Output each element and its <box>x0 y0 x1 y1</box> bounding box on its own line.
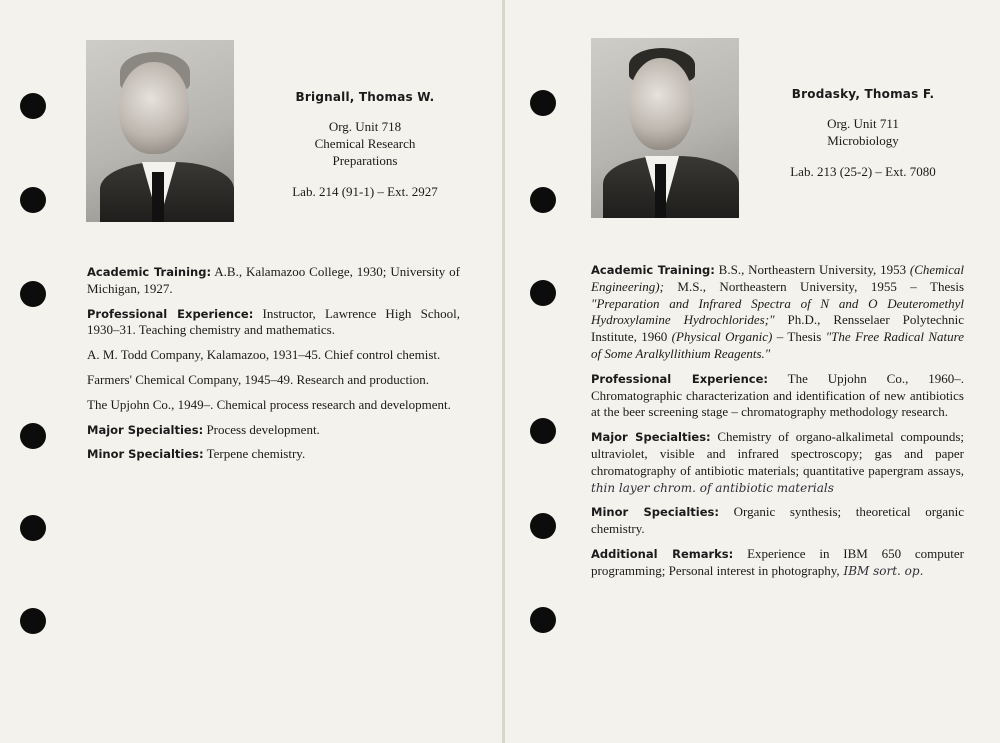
academic-training: Academic Training: B.S., Northeastern University, 1953 (Chemical Engineering); M.S., Northeastern University, 1955 – Thesis "Preparation and Infrared Spectra of N and O Deuteromethyl Hydroxylamine Hydrochlorides;" Ph.D., Rensselaer Polytechnic Institute, 1960 (Physical Organic) – Thesis "The Free Radical Nature of Some Aralkyllithium Reagents." <box>591 262 965 361</box>
org-unit: Org. Unit 718 <box>328 119 402 134</box>
employee-name: Brignall, Thomas W. <box>295 90 435 104</box>
major-specialties: Major Specialties: Process development. <box>87 421 320 437</box>
section-label: Major Specialties: <box>591 430 711 445</box>
section-label: Minor Specialties: <box>87 447 204 462</box>
section-label: Additional Remarks: <box>591 546 734 561</box>
employee-name: Brodasky, Thomas F. <box>791 87 935 101</box>
binder-hole <box>20 515 46 541</box>
binder-hole <box>20 608 46 634</box>
academic-training: Academic Training: A.B., Kalamazoo College, 1930; University of Michigan, 1927. <box>87 264 461 296</box>
department-line: Microbiology <box>827 133 899 148</box>
binder-hole <box>20 423 46 449</box>
lab-extension: Lab. 213 (25-2) – Ext. 7080 <box>790 164 936 179</box>
professional-experience: Professional Experience: Instructor, Lawrence High School, 1930–31. Teaching chemistry and mathematics. <box>87 305 460 338</box>
portrait-photo <box>86 40 234 222</box>
binder-hole <box>20 187 46 213</box>
professional-experience: Professional Experience: The Upjohn Co., 1960–. Chromatographic characterization and identification of new antibiotics at the beer screening stage – chromatography methodology research. <box>591 370 964 420</box>
employee-details <box>87 264 460 471</box>
section-label: Major Specialties: <box>87 422 204 437</box>
binder-hole <box>20 93 46 119</box>
binder-hole <box>530 187 556 213</box>
org-unit: Org. Unit 711 <box>827 116 899 131</box>
experience-entry: A. M. Todd Company, Kalamazoo, 1931–45. Chief control chemist. <box>87 347 441 363</box>
additional-remarks: Additional Remarks: Experience in IBM 650 computer programming; Personal interest in photography, IBM sort. op. <box>591 545 965 578</box>
binder-hole <box>530 607 556 633</box>
binder-hole <box>20 281 46 307</box>
employee-header <box>763 86 963 180</box>
experience-entry: Farmers' Chemical Company, 1945–49. Research and production. <box>87 371 429 387</box>
handwritten-note: IBM sort. op. <box>839 563 924 578</box>
major-specialties: Major Specialties: Chemistry of organo-alkalimetal compounds; ultraviolet, visible and infrared spectroscopy; gas and paper chromatography of antibiotic materials; quantitative papergram assays, thin layer chrom. of antibiotic materials <box>591 429 964 495</box>
section-label: Professional Experience: <box>87 306 254 321</box>
binder-hole <box>530 280 556 306</box>
portrait-photo <box>591 38 739 218</box>
right-page <box>505 0 1000 743</box>
lab-extension: Lab. 214 (91-1) – Ext. 2927 <box>292 184 438 199</box>
section-label: Minor Specialties: <box>591 505 719 520</box>
handwritten-note: thin layer chrom. of antibiotic materials <box>591 480 834 495</box>
minor-specialties: Minor Specialties: Organic synthesis; theoretical organic chemistry. <box>591 504 964 537</box>
employee-details <box>591 262 964 588</box>
department-line: Preparations <box>332 153 398 168</box>
employee-header <box>255 89 475 200</box>
minor-specialties: Minor Specialties: Terpene chemistry. <box>87 446 306 462</box>
binder-hole <box>530 418 556 444</box>
experience-entry: The Upjohn Co., 1949–. Chemical process research and development. <box>87 396 451 412</box>
section-label: Academic Training: <box>591 263 715 277</box>
binder-hole <box>530 90 556 116</box>
section-label: Professional Experience: <box>591 371 768 386</box>
binder-hole <box>530 513 556 539</box>
department-line: Chemical Research <box>314 136 416 151</box>
section-label: Academic Training: <box>87 265 212 279</box>
